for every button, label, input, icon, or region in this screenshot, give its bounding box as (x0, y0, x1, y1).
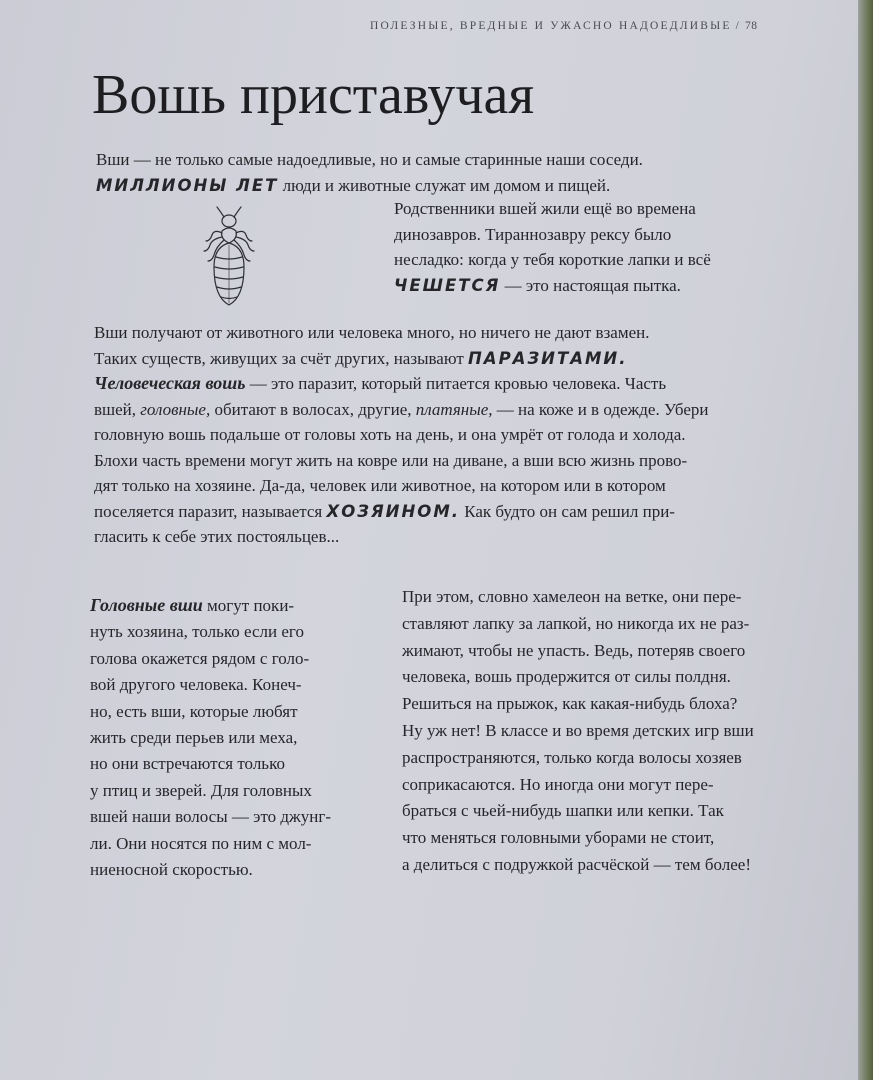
text-line: распространяются, только когда волосы хозяев (402, 747, 742, 767)
text-line: что меняться головными уборами не стоит, (402, 828, 715, 848)
text-line: ниеносной скоростью. (90, 860, 253, 880)
italic-text: платяные, (415, 399, 493, 419)
bold-italic-text: Головные вши (90, 595, 203, 615)
intro-paragraph-continued (394, 196, 711, 298)
text-line: вшей, головные, обитают в волосах, другие, платяные, — на коже и в одежде. Убери (94, 399, 709, 419)
text-line: динозавров. Тираннозавру рексу было (394, 224, 672, 244)
text-line: Человеческая вошь — это паразит, который питается кровью человека. Часть (94, 373, 667, 393)
bold-italic-text: Человеческая вошь (94, 373, 246, 393)
text-line: Ну уж нет! В классе и во время детских игр вши (402, 720, 754, 740)
text-line: Решиться на прыжок, как какая-нибудь блоха? (402, 694, 738, 714)
highlight-text: ХОЗЯИНОМ. (326, 501, 461, 521)
text-line: у птиц и зверей. Для головных (90, 780, 312, 800)
text-line: соприкасаются. Но иногда они могут пере- (402, 774, 714, 794)
italic-text: головные, (140, 399, 211, 419)
text-line: головную вошь подальше от головы хоть на день, и она умрёт от голода и холода. (94, 425, 686, 444)
highlight-text: ПАРАЗИТАМИ. (468, 348, 628, 368)
text-line: ли. Они носятся по ним с мол- (90, 833, 312, 853)
text-line: МИЛЛИОНЫ ЛЕТ люди и животные служат им домом и пищей. (96, 175, 611, 195)
text-line: жимают, чтобы не упасть. Ведь, потеряв своего (402, 640, 746, 660)
text-line: Родственники вшей жили ещё во времена (394, 199, 696, 218)
text-line: Блохи часть времени могут жить на ковре или на диване, а вши всю жизнь прово- (94, 450, 688, 470)
text-line: но, есть вши, которые любят (90, 701, 298, 721)
text-line: поселяется паразит, называется ХОЗЯИНОМ. Как будто он сам решил при- (94, 501, 675, 521)
text-line: вой другого человека. Конеч- (90, 675, 302, 695)
text-line: дят только на хозяине. Да-да, человек или животное, на котором или в котором (94, 476, 666, 495)
running-head (370, 20, 840, 32)
highlight-text: ЧЕШЕТСЯ (394, 275, 501, 295)
page-edge (858, 0, 873, 1080)
louse-icon (200, 205, 258, 309)
text-line: Таких существ, живущих за счёт других, называют ПАРАЗИТАМИ. (94, 348, 628, 368)
text-line: При этом, словно хамелеон на ветке, они пере- (402, 587, 742, 606)
text-line: голова окажется рядом с голо- (90, 648, 310, 668)
text-line: вшей наши волосы — это джунг- (90, 807, 332, 827)
left-column-paragraph (90, 592, 331, 883)
page-number: 78 (745, 20, 758, 32)
text-line: человека, вошь продержится от силы полдня. (402, 667, 731, 687)
text-line: но они встречаются только (90, 754, 285, 774)
text-line: нуть хозяина, только если его (90, 622, 304, 642)
header-separator: / (735, 20, 742, 32)
text-line: Головные вши могут поки- (90, 595, 295, 615)
text-line: ставляют лапку за лапкой, но никогда их не раз- (402, 613, 750, 633)
text-line: гласить к себе этих постояльцев... (94, 527, 340, 546)
text-line: а делиться с подружкой расчёской — тем более! (402, 854, 751, 874)
text-line: Вши — не только самые надоедливые, но и самые старинные наши соседи. (96, 150, 643, 169)
text-line: жить среди перьев или меха, (90, 728, 298, 748)
text-line: браться с чьей-нибудь шапки или кепки. Так (402, 801, 724, 821)
text-line: ЧЕШЕТСЯ — это настоящая пытка. (394, 275, 681, 295)
parasites-paragraph (94, 320, 709, 550)
highlight-text: МИЛЛИОНЫ ЛЕТ (96, 175, 279, 195)
section-title: ПОЛЕЗНЫЕ, ВРЕДНЫЕ И УЖАСНО НАДОЕДЛИВЫЕ (370, 20, 732, 32)
text-line: Вши получают от животного или человека много, но ничего не дают взамен. (94, 323, 650, 342)
right-column-paragraph (402, 584, 754, 879)
intro-paragraph (96, 147, 643, 198)
page-title: Вошь приставучая (92, 64, 535, 126)
text-line: несладко: когда у тебя короткие лапки и всё (394, 250, 711, 269)
